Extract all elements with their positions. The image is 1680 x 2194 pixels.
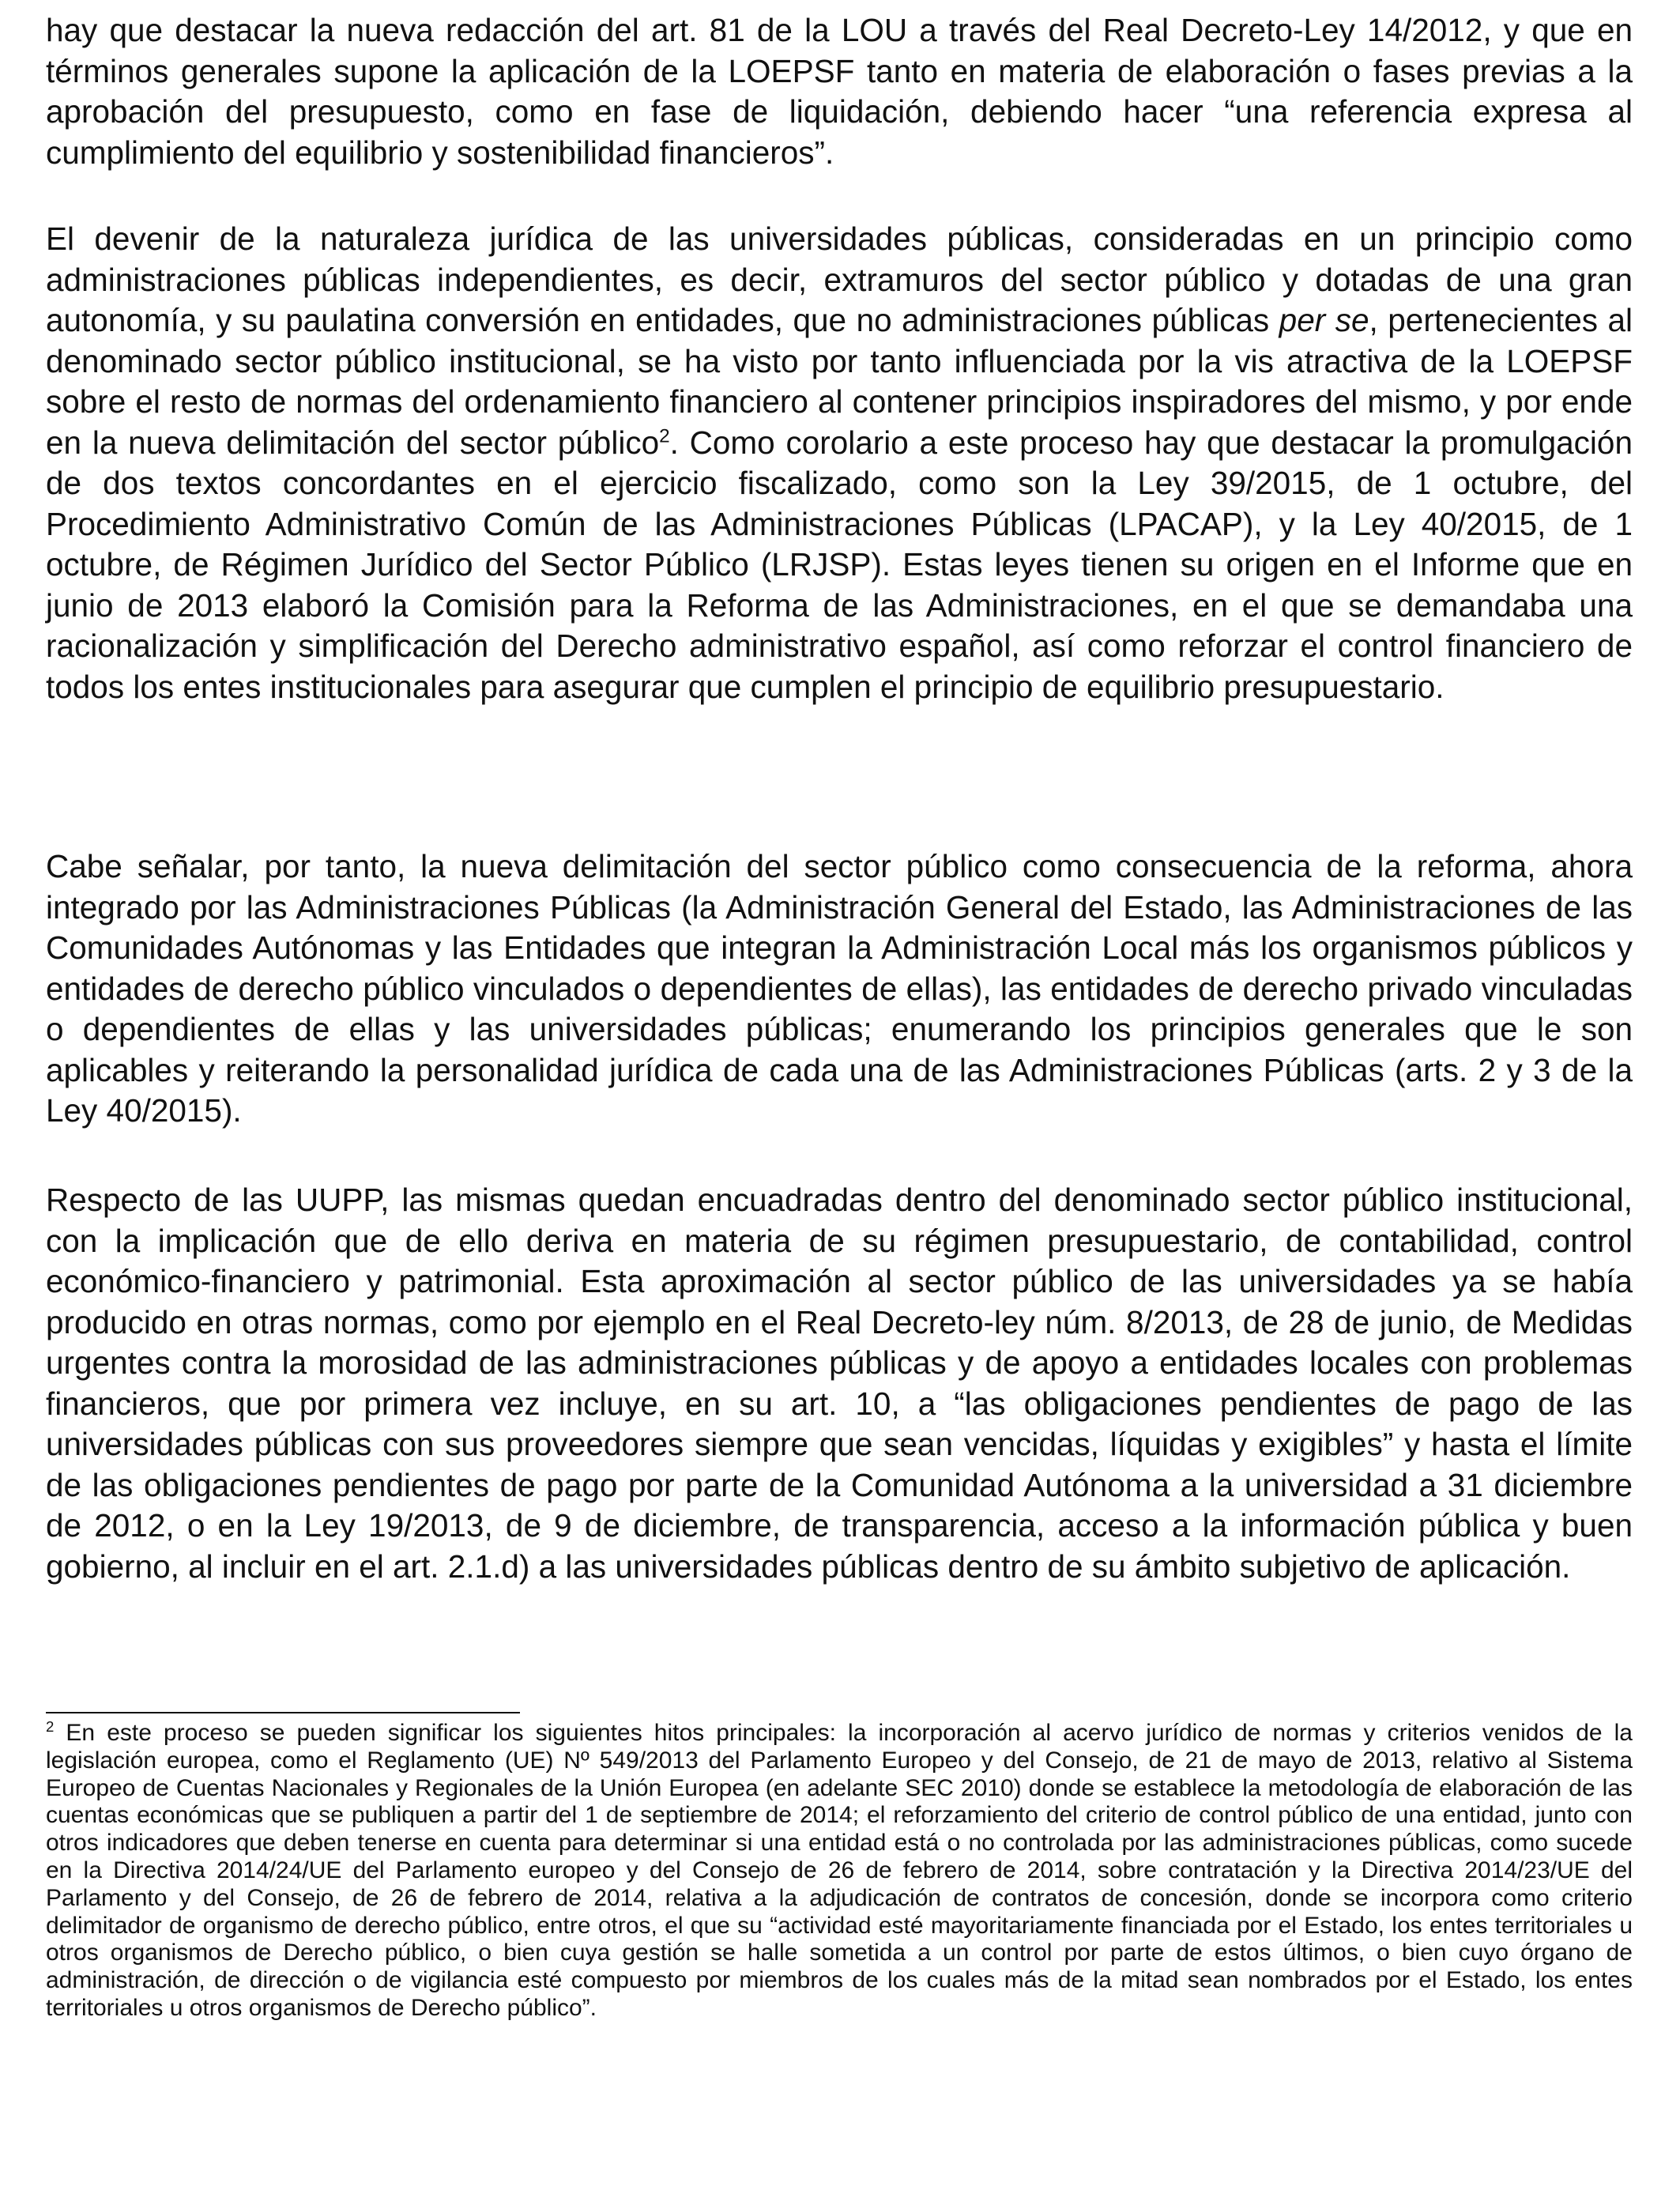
footnote-text: En este proceso se pueden significar los siguientes hitos principales: la incorporación al acervo jurídico de normas y criterios venidos de la legislación europea, como el Reglamento (UE) Nº 549/2013 del Parlamento Europeo y del Consejo, de 21 de mayo de 2013, relativo al Sistema Europeo de Cuentas Nacionales y Regionales de la Unión Europea (en adelante SEC 2010) donde se establece la metodología de elaboración de las cuentas económicas que se publiquen a partir del 1 de septiembre de 2014; el reforzamiento del criterio de control público de una entidad, junto con otros indicadores que deben tenerse en cuenta para determinar si una entidad está o no controlada por las administraciones públicas, como sucede en la Directiva 2014/24/UE del Parlamento europeo y del Consejo de 26 de febrero de 2014, sobre contratación y la Directiva 2014/23/UE del Parlamento y del Consejo, de 26 de febrero de 2014, relativa a la adjudicación de contratos de concesión, donde se incorpora como criterio delimitador de organismo de derecho público, entre otros, el que su “actividad esté mayoritariamente financiada por el Estado, los entes territoriales u otros organismos de Derecho público, o bien cuya gestión se halle sometida a un control por parte de estos últimos, o bien cuyo órgano de administración, de dirección o de vigilancia esté compuesto por miembros de los cuales más de la mitad sean nombrados por el Estado, los entes territoriales u otros organismos de Derecho público”. — [46, 1720, 1633, 2021]
italic-text: per se — [1279, 302, 1369, 338]
paragraph-lou-art81 — [46, 10, 1633, 173]
footnote-reference[interactable]: 2 — [659, 425, 670, 447]
paragraph-text: Cabe señalar, por tanto, la nueva delimitación del sector público como consecuencia de la reforma, ahora integrado por las Administraciones Públicas (la Administración General del Estado, las Administraciones de las Comunidades Autónomas y las Entidades que integran la Administración Local más los organismos públicos y entidades de derecho público vinculados o dependientes de ellas), las entidades de derecho privado vinculadas o dependientes de ellas y las universidades públicas; enumerando los principios generales que le son aplicables y reiterando la personalidad jurídica de cada una de las Administraciones Públicas (arts. 2 y 3 de la Ley 40/2015). — [46, 848, 1633, 1129]
paragraph-text: , pertenecientes al denominado sector público institucional, se ha visto por tanto influenciada por la vis atractiva de la LOEPSF sobre el resto de normas del ordenamiento financiero al contener principios inspiradores del mismo, y por ende en la nueva delimitación del sector público — [46, 302, 1633, 461]
paragraph-text: hay que destacar la nueva redacción del art. 81 de la LOU a través del Real Decreto-Ley 14/2012, y que en términos generales supone la aplicación de la LOEPSF tanto en materia de elaboración o fases previas a la aprobación del presupuesto, como en fase de liquidación, debiendo hacer “una referencia expresa al cumplimiento del equilibrio y sostenibilidad financieros”. — [46, 12, 1633, 171]
paragraph-uupp — [46, 1180, 1633, 1587]
paragraph-text: El devenir de la naturaleza jurídica de las universidades públicas, consideradas en un principio como administraciones públicas independientes, es decir, extramuros del sector público y dotadas de una gran autonomía, y su paulatina conversión en entidades, que no administraciones públicas — [46, 221, 1633, 338]
paragraph-text: Respecto de las UUPP, las mismas quedan encuadradas dentro del denominado sector público institucional, con la implicación que de ello deriva en materia de su régimen presupuestario, de contabilidad, control económico-financiero y patrimonial. Esta aproximación al sector público de las universidades ya se había producido en otras normas, como por ejemplo en el Real Decreto-ley núm. 8/2013, de 28 de junio, de Medidas urgentes contra la morosidad de las administraciones públicas y de apoyo a entidades locales con problemas financieros, que por primera vez incluye, en su art. 10, a “las obligaciones pendientes de pago de las universidades públicas con sus proveedores siempre que sean vencidas, líquidas y exigibles” y hasta el límite de las obligaciones pendientes de pago por parte de la Comunidad Autónoma a la universidad a 31 diciembre de 2012, o en la Ley 19/2013, de 9 de diciembre, de transparencia, acceso a la información pública y buen gobierno, al incluir en el art. 2.1.d) a las universidades públicas dentro de su ámbito subjetivo de aplicación. — [46, 1182, 1633, 1585]
footnote-separator — [46, 1712, 520, 1713]
paragraph-delimitacion-sector-publico — [46, 846, 1633, 1132]
paragraph-naturaleza-juridica — [46, 219, 1633, 707]
footnote-number: 2 — [46, 1718, 55, 1735]
footnote — [46, 1720, 1633, 2022]
paragraph-text: . Como corolario a este proceso hay que destacar la promulgación de dos textos concordantes en el ejercicio fiscalizado, como son la Ley 39/2015, de 1 octubre, del Procedimiento Administrativo Común de las Administraciones Públicas (LPACAP), y la Ley 40/2015, de 1 octubre, de Régimen Jurídico del Sector Público (LRJSP). Estas leyes tienen su origen en el Informe que en junio de 2013 elaboró la Comisión para la Reforma de las Administraciones, en el que se demandaba una racionalización y simplificación del Derecho administrativo español, así como reforzar el control financiero de todos los entes institucionales para asegurar que cumplen el principio de equilibrio presupuestario. — [46, 424, 1633, 705]
